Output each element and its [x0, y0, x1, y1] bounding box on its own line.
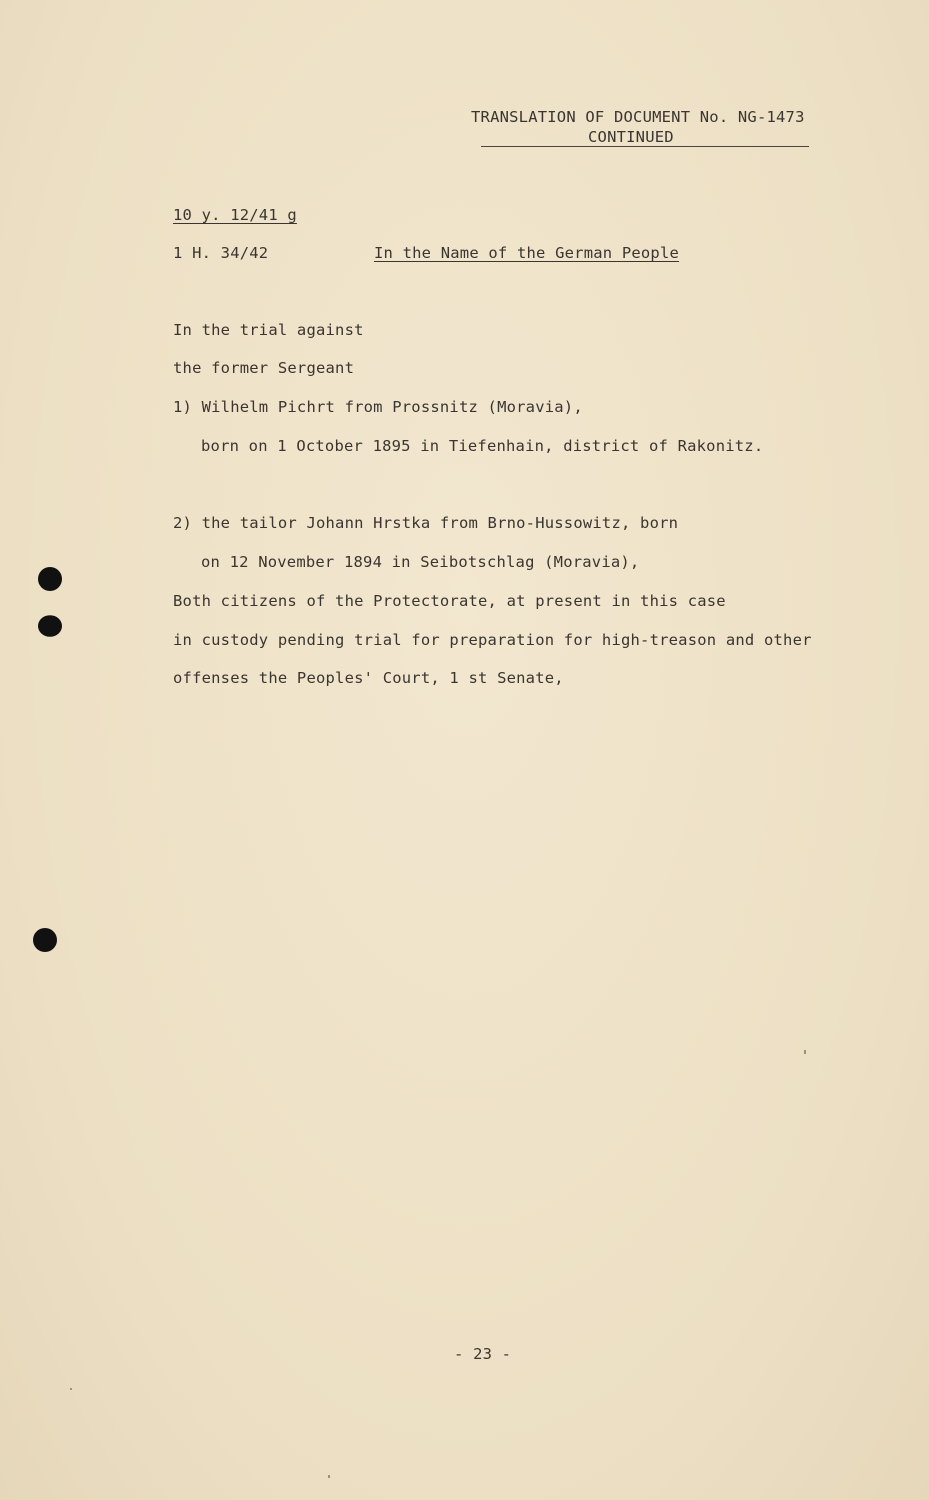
punch-hole-icon	[38, 615, 62, 637]
punch-hole-icon	[33, 928, 57, 952]
document-title: TRANSLATION OF DOCUMENT No. NG-1473	[471, 108, 805, 126]
page-number: - 23 -	[454, 1345, 512, 1363]
case-reference: 1 H. 34/42	[173, 244, 269, 262]
verdict-heading: In the Name of the German People	[374, 244, 680, 262]
body-line-9: offenses the Peoples' Court, 1 st Senate,	[173, 669, 564, 687]
punch-hole-icon	[38, 567, 62, 591]
paper-speck	[328, 1475, 330, 1478]
body-line-2: the former Sergeant	[173, 359, 355, 377]
body-line-6: on 12 November 1894 in Seibotschlag (Moravia),	[201, 553, 640, 571]
continued-label: CONTINUED	[588, 128, 674, 146]
body-line-3: 1) Wilhelm Pichrt from Prossnitz (Moravia),	[173, 398, 583, 416]
paper-speck	[70, 1388, 72, 1390]
body-line-1: In the trial against	[173, 321, 364, 339]
paper-speck	[804, 1050, 806, 1054]
header-rule	[481, 146, 809, 147]
body-line-7: Both citizens of the Protectorate, at present in this case	[173, 592, 726, 610]
body-line-4: born on 1 October 1895 in Tiefenhain, district of Rakonitz.	[201, 437, 764, 455]
body-line-8: in custody pending trial for preparation for high-treason and other	[173, 631, 812, 649]
file-reference: 10 y. 12/41 g	[173, 206, 297, 224]
body-line-5: 2) the tailor Johann Hrstka from Brno-Hussowitz, born	[173, 514, 679, 532]
